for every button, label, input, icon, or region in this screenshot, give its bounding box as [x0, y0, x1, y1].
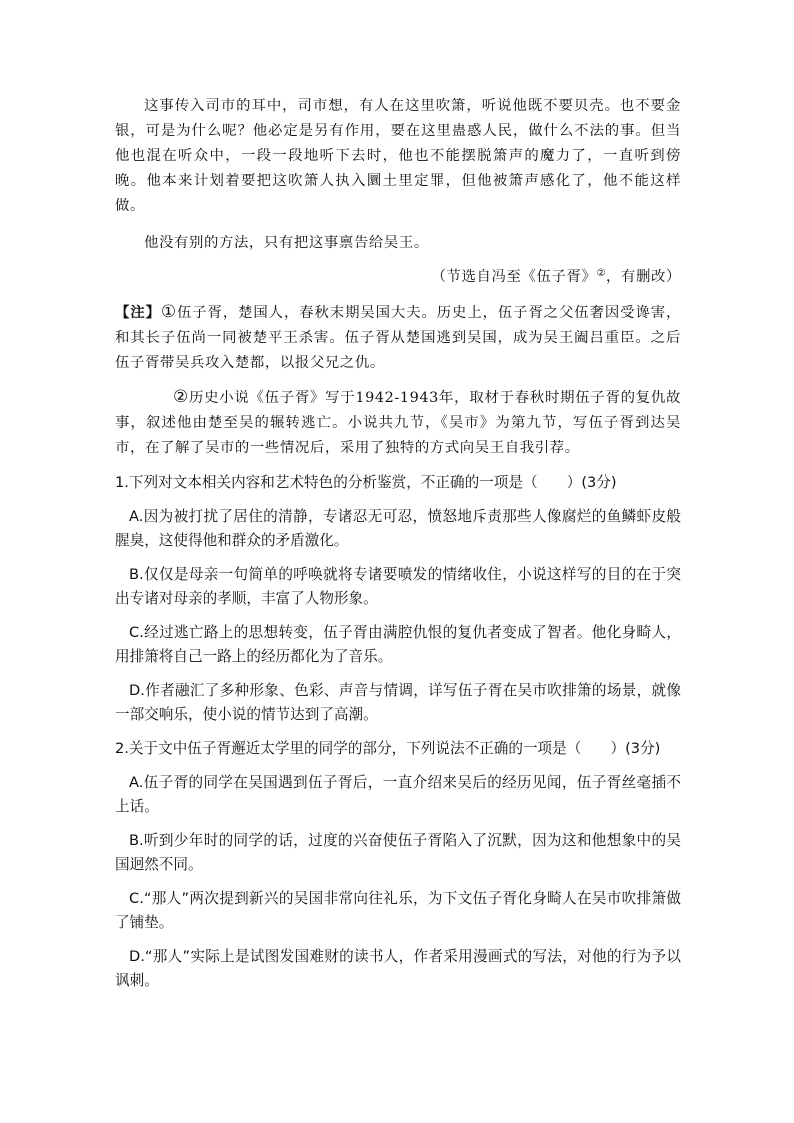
- passage-paragraph-1: 这事传入司市的耳中，司市想，有人在这里吹箫，听说他既不要贝壳。也不要金银，可是为什么呢？他必定是另有作用，要在这里蛊惑人民，做什么不法的事。但当他也混在听众中，一段一段地听下去时，他也不能摆脱箫声的魔力了，一直听到傍晚。他本来计划着要把这吹箫人执入圜土里定罪，但他被箫声感化了，他不能这样做。: [115, 98, 681, 214]
- question-2-stem: 2.关于文中伍子胥邂近太学里的同学的部分，下列说法不正确的一项是（ ）(3分): [115, 740, 661, 757]
- question-1-option-b: B.仅仅是母亲一句简单的呼唤就将专诸要喷发的情绪收住，小说这样写的目的在于突出专诸对母亲的孝顺，丰富了人物形象。: [115, 566, 681, 607]
- note-2-text: 历史小说《伍子胥》写于1942-1943年，取材于春秋时期伍子胥的复仇故事，叙述他由楚至吴的辗转逃亡。小说共九节，《吴市》为第九节，写伍子胥到达吴市，在了解了吴市的一些情况后，采用了独特的方式向吴王自我引荐。: [115, 390, 681, 456]
- source-note-mark: ②: [596, 268, 607, 279]
- note-1-mark: ①: [160, 302, 177, 322]
- question-2-option-a: A.伍子胥的同学在吴国遇到伍子胥后，一直介绍来吴后的经历见闻，伍子胥丝毫插不上话。: [115, 774, 681, 815]
- passage-paragraph-2: 他没有别的方法，只有把这事禀告给吴王。: [144, 235, 429, 251]
- note-1: [115, 300, 681, 376]
- document-page: [115, 94, 681, 993]
- note-label: 【注】: [115, 304, 161, 321]
- question-1-option-c: C.经过逃亡路上的思想转变，伍子胥由满腔仇恨的复仇者变成了智者。他化身畸人，用排箫将自己一路上的经历都化为了音乐。: [115, 624, 681, 665]
- question-1-option-a: A.因为被打扰了居住的清静，专诸忍无可忍，愤怒地斥责那些人像腐烂的鱼鳞虾皮般腥臭，这使得他和群众的矛盾激化。: [115, 508, 681, 549]
- passage-source: [115, 265, 681, 290]
- source-prefix: （节选自冯至《伍子胥》: [431, 269, 597, 285]
- question-2-option-c: C.“那人”两次提到新兴的吴国非常向往礼乐，为下文伍子胥化身畸人在吴市吹排箫做了铺垫。: [115, 890, 681, 931]
- question-2: [115, 737, 681, 993]
- note-1-text: 伍子胥，楚国人，春秋末期吴国大夫。历史上，伍子胥之父伍奢因受谗害，和其长子伍尚一同被楚平王杀害。伍子胥从楚国逃到吴国，成为吴王阖吕重臣。之后伍子胥带吴兵攻入楚都，以报父兄之仇。: [115, 305, 681, 371]
- question-1-stem: 1.下列对文本相关内容和艺术特色的分析鉴赏，不正确的一项是（ ）(3分): [115, 474, 617, 491]
- question-1: [115, 471, 681, 727]
- question-2-option-b: B.听到少年时的同学的话，过度的兴奋使伍子胥陷入了沉默，因为这和他想象中的吴国迥然不同。: [115, 832, 681, 873]
- note-2-mark: ②: [173, 387, 189, 407]
- source-suffix: ，有删改）: [606, 269, 681, 285]
- note-2: [115, 386, 681, 461]
- question-1-option-d: D.作者融汇了多种形象、色彩、声音与情调，详写伍子胥在吴市吹排箫的场景，就像一部交响乐，使小说的情节达到了高潮。: [115, 682, 681, 723]
- question-2-option-d: D.“那人”实际上是试图发国难财的读书人，作者采用漫画式的写法，对他的行为予以讽刺。: [115, 948, 681, 989]
